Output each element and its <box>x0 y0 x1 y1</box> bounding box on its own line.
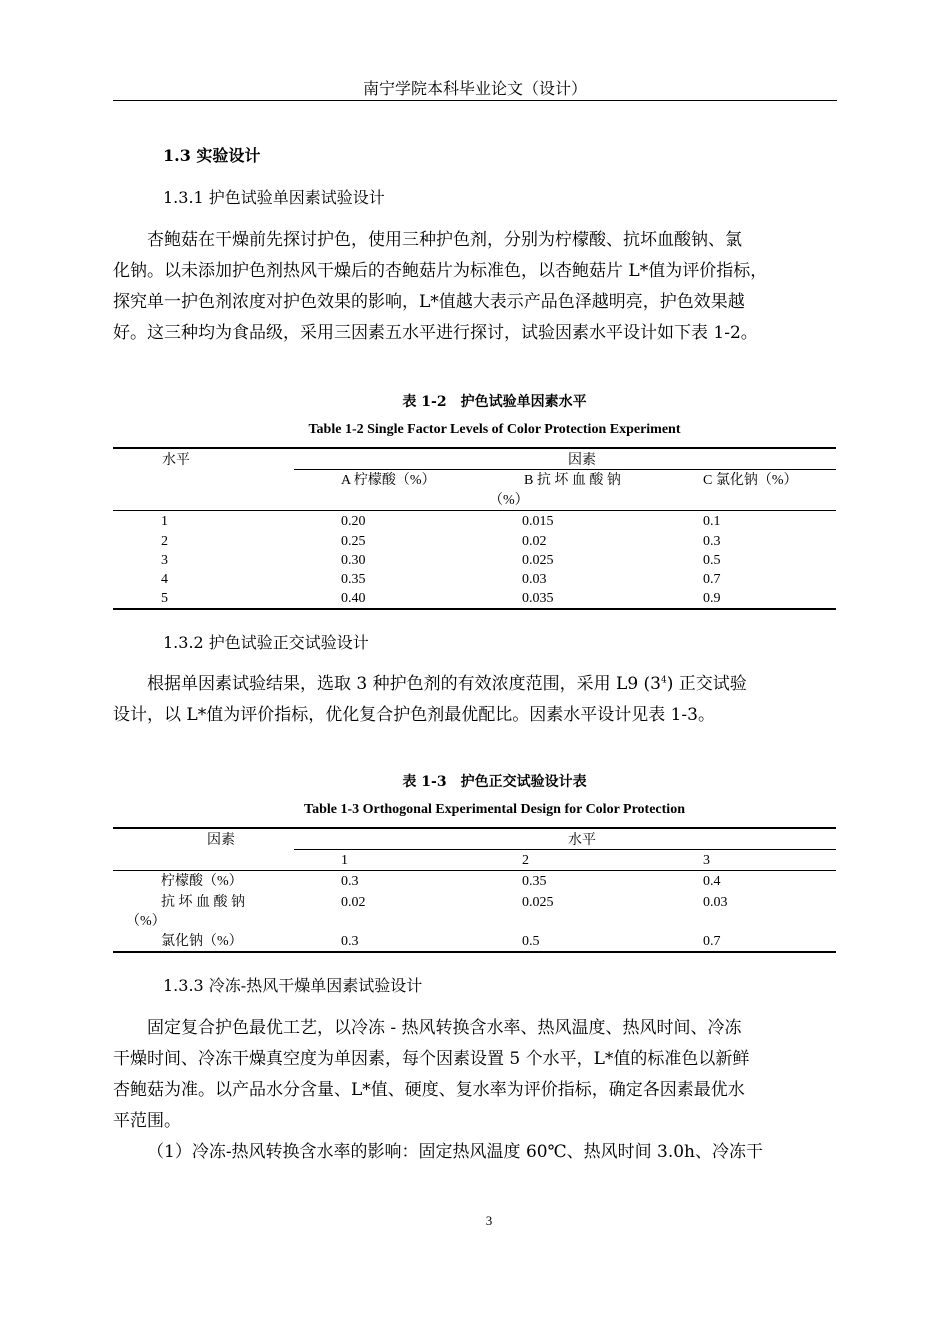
table-cell: 0.20 <box>341 514 366 529</box>
table-cell: 0.3 <box>703 534 721 549</box>
para-text: ) 正交试验 <box>666 674 747 694</box>
table-1-2-top-rule <box>113 447 836 449</box>
table-1-3-level-3: 3 <box>703 853 710 868</box>
section-heading-1-3-1: 1.3.1 护色试验单因素试验设计 <box>163 188 385 207</box>
table-cell: 0.7 <box>703 572 721 587</box>
table-1-2-header-level: 水平 <box>162 453 190 468</box>
table-1-3-header-rule <box>113 870 836 871</box>
table-1-2-caption-en: Table 1-2 Single Factor Levels of Color Protection Experiment <box>308 422 681 437</box>
table-1-2-factor-rule <box>294 469 836 470</box>
table-row-label: 氯化钠（%） <box>161 934 243 949</box>
table-1-2-bottom-rule <box>113 608 836 610</box>
table-1-3-level-rule <box>294 849 836 850</box>
header-rule <box>113 100 837 101</box>
section-heading-1-3: 1.3 实验设计 <box>163 146 261 165</box>
superscript: 4 <box>660 675 667 686</box>
paragraph-1-3-3 <box>113 1013 837 1168</box>
para-line: 好。这三种均为食品级，采用三因素五水平进行探讨，试验因素水平设计如下表 1-2。 <box>113 323 758 343</box>
page-header: 南宁学院本科毕业论文（设计） <box>362 79 587 98</box>
table-cell: 0.35 <box>341 572 366 587</box>
section-heading-1-3-2: 1.3.2 护色试验正交试验设计 <box>163 633 369 652</box>
page-number: 3 <box>485 1213 493 1228</box>
table-row-label-unit: （%） <box>126 914 166 929</box>
para-line-item-1: （1）冷冻-热风转换含水率的影响：固定热风温度 60℃、热风时间 3.0h、冷冻干 <box>147 1142 763 1162</box>
table-1-2-header-rule <box>113 510 836 511</box>
paragraph-1-3-1 <box>113 225 837 349</box>
table-cell: 1 <box>161 514 168 529</box>
table-row-label: 抗 坏 血 酸 钠 <box>161 895 245 910</box>
table-cell: 0.03 <box>703 895 728 910</box>
table-cell: 0.35 <box>522 874 547 889</box>
table-cell: 0.3 <box>341 934 359 949</box>
table-cell: 5 <box>161 591 168 606</box>
table-1-2-header-factor: 因素 <box>568 453 596 468</box>
table-cell: 0.40 <box>341 591 366 606</box>
table-cell: 0.4 <box>703 874 721 889</box>
para-line: 杏鲍菇在干燥前先探讨护色，使用三种护色剂，分别为柠檬酸、抗坏血酸钠、氯 <box>147 230 742 250</box>
table-cell: 0.035 <box>522 591 554 606</box>
table-1-2-col-c: C 氯化钠（%） <box>703 473 798 488</box>
table-cell: 0.30 <box>341 553 366 568</box>
table-cell: 0.3 <box>341 874 359 889</box>
table-row-label: 柠檬酸（%） <box>161 874 243 889</box>
table-cell: 0.9 <box>703 591 721 606</box>
table-cell: 0.02 <box>522 534 547 549</box>
table-cell: 0.025 <box>522 553 554 568</box>
para-text: 根据单因素试验结果，选取 3 种护色剂的有效浓度范围，采用 L9 (3 <box>147 674 661 694</box>
para-line: 干燥时间、冷冻干燥真空度为单因素，每个因素设置 5 个水平，L*值的标准色以新鲜 <box>113 1049 750 1069</box>
para-line: 固定复合护色最优工艺，以冷冻 - 热风转换含水率、热风温度、热风时间、冷冻 <box>147 1018 742 1038</box>
table-cell: 0.02 <box>341 895 366 910</box>
para-line: 探究单一护色剂浓度对护色效果的影响，L*值越大表示产品色泽越明亮，护色效果越 <box>113 292 745 312</box>
table-cell: 0.025 <box>522 895 554 910</box>
table-cell: 0.03 <box>522 572 547 587</box>
para-line: 杏鲍菇为准。以产品水分含量、L*值、硬度、复水率为评价指标，确定各因素最优水 <box>113 1080 745 1100</box>
table-1-3-level-1: 1 <box>341 853 348 868</box>
section-heading-1-3-3: 1.3.3 冷冻-热风干燥单因素试验设计 <box>163 976 423 995</box>
table-1-2-col-b-unit: （%） <box>489 493 529 508</box>
table-1-3-level-2: 2 <box>522 853 529 868</box>
para-line: 平范围。 <box>113 1111 181 1131</box>
table-1-3-header-factor: 因素 <box>207 833 235 848</box>
table-cell: 0.015 <box>522 514 554 529</box>
table-1-3-top-rule <box>113 827 836 829</box>
table-1-3-caption-cn: 表 1-3 护色正交试验设计表 <box>402 774 587 790</box>
table-1-3-caption-en: Table 1-3 Orthogonal Experimental Design for Color Protection <box>304 802 685 817</box>
para-line: 设计，以 L*值为评价指标，优化复合护色剂最优配比。因素水平设计见表 1-3。 <box>113 705 715 725</box>
table-cell: 0.5 <box>522 934 540 949</box>
table-1-2-col-a: A 柠檬酸（%） <box>341 473 436 488</box>
table-1-3-bottom-rule <box>113 951 836 953</box>
table-1-2-col-b: B 抗 坏 血 酸 钠 <box>524 473 621 488</box>
table-cell: 0.7 <box>703 934 721 949</box>
paragraph-1-3-2 <box>113 669 837 731</box>
table-cell: 2 <box>161 534 168 549</box>
table-cell: 4 <box>161 572 168 587</box>
para-line: 化钠。以未添加护色剂热风干燥后的杏鲍菇片为标准色，以杏鲍菇片 L*值为评价指标， <box>113 261 768 281</box>
table-1-2-caption-cn: 表 1-2 护色试验单因素水平 <box>402 394 587 410</box>
table-1-3-header-level: 水平 <box>568 833 596 848</box>
table-cell: 0.25 <box>341 534 366 549</box>
para-line <box>113 669 837 700</box>
table-cell: 0.5 <box>703 553 721 568</box>
table-cell: 0.1 <box>703 514 721 529</box>
table-cell: 3 <box>161 553 168 568</box>
